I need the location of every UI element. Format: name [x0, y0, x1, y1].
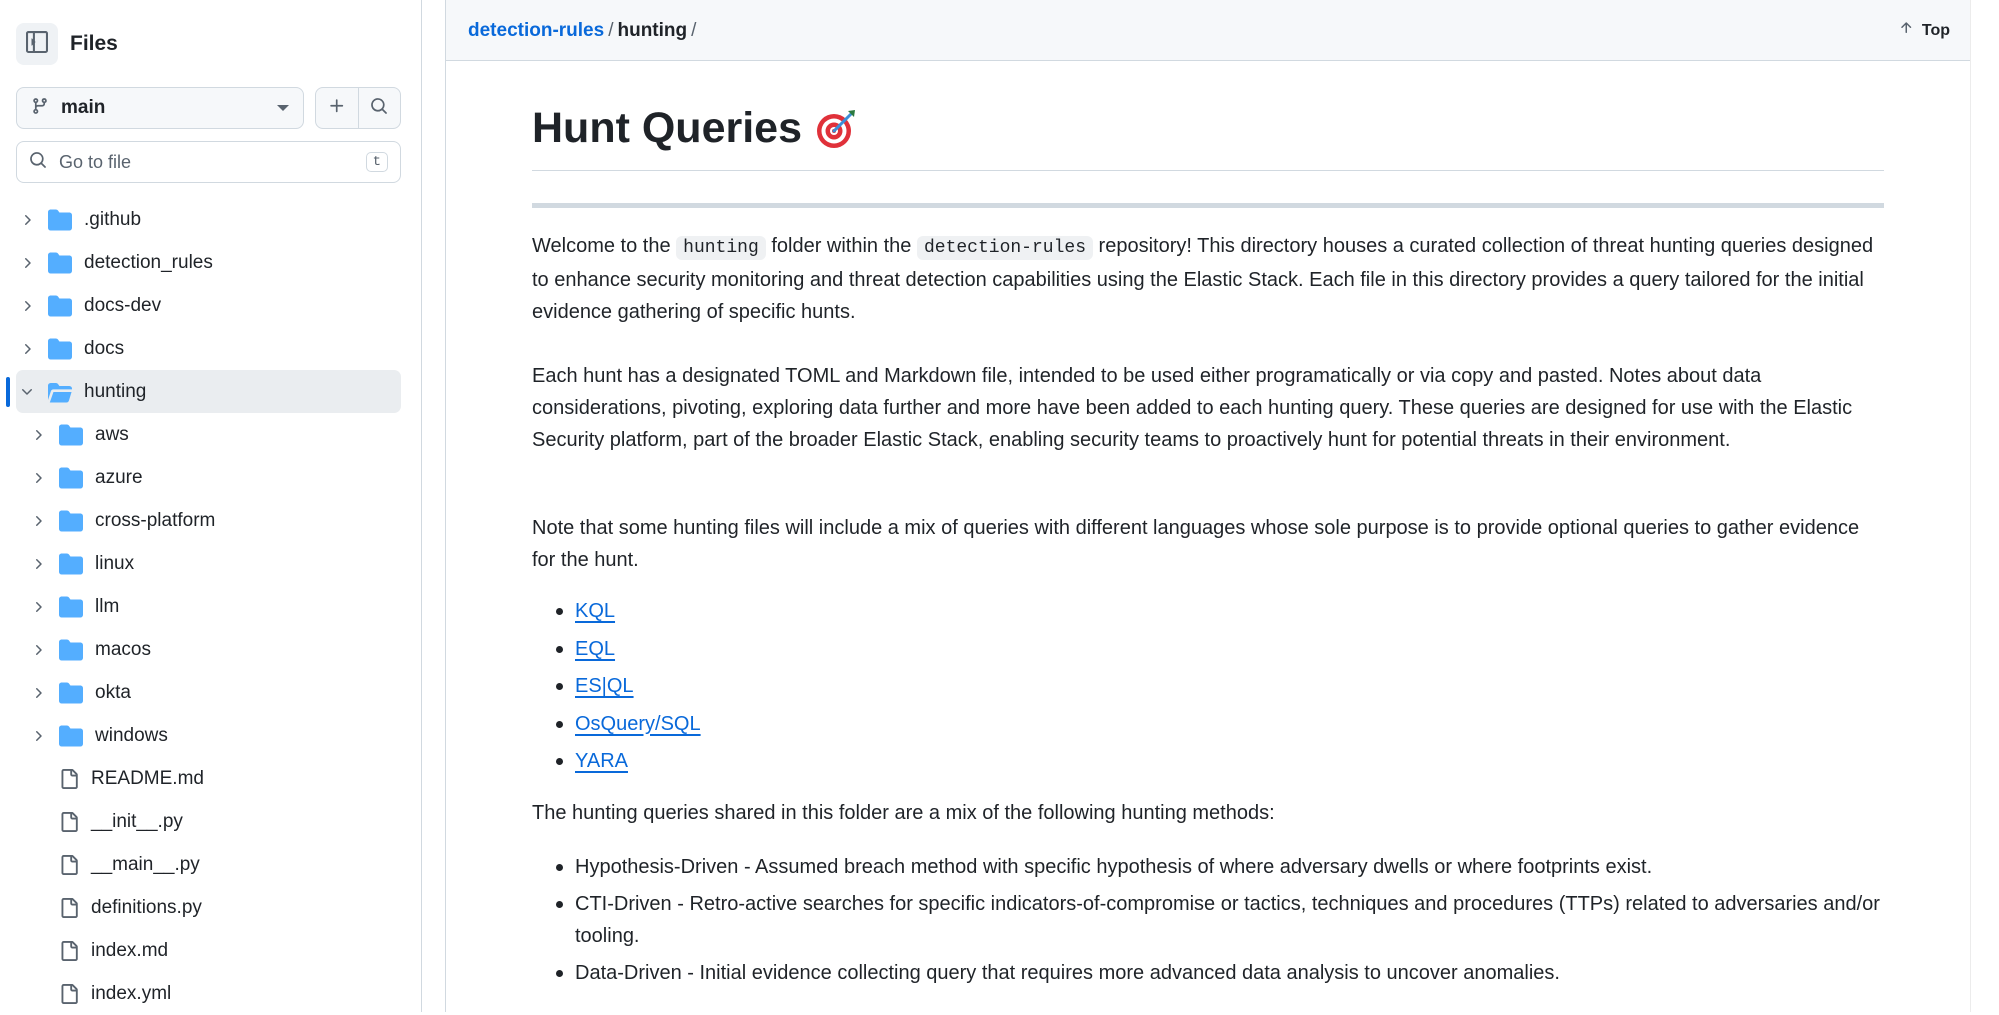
tree-item-label: definitions.py: [91, 896, 202, 918]
folder-icon: [59, 424, 83, 446]
file-icon: [59, 854, 79, 876]
tree-item-label: index.yml: [91, 982, 172, 1004]
go-to-file-field: [16, 141, 401, 183]
chevron-right-icon[interactable]: [29, 426, 47, 444]
hunt-files-paragraph: Each hunt has a designated TOML and Markdown file, intended to be used either programatically or via copy and pasted. Notes about data considerations, pivoting, exploring data further and more have been added to each hunting query. These queries are designed for use with the Elastic Security platform, part of the broader Elastic Stack, enabling security teams to proactively hunt for potential threats in their environment.: [532, 365, 1853, 451]
tree-item-label: docs-dev: [84, 294, 162, 316]
plus-icon: [328, 97, 346, 120]
tree-indent-spacer: [29, 856, 47, 874]
folder-icon: [59, 510, 83, 532]
tree-item-label: windows: [95, 724, 168, 746]
chevron-right-icon[interactable]: [29, 469, 47, 487]
tree-item-label: macos: [95, 638, 151, 660]
language-link-es-ql[interactable]: ES|QL: [575, 675, 634, 697]
folder-icon: [59, 467, 83, 489]
chevron-down-icon[interactable]: [18, 383, 36, 401]
file-icon: [59, 940, 79, 962]
search-icon: [29, 151, 47, 174]
branch-selector-button[interactable]: [16, 87, 304, 129]
tree-item-label: index.md: [91, 939, 169, 961]
tree-item-detection-rules[interactable]: [0, 241, 422, 284]
back-to-top-label: Top: [1921, 21, 1950, 39]
tree-item-label: cross-platform: [95, 509, 216, 531]
tree-item-cross-platform[interactable]: [0, 499, 422, 542]
tree-item-label: llm: [95, 595, 120, 617]
intro-text-c: repository! This directory houses a curated collection of threat hunting queries designed to enhance security monitoring and threat detection capabilities using the Elastic Stack. Each file in this directory provides a query tailored for the initial evidence gathering of specific hunts.: [532, 235, 1874, 323]
tree-item-okta[interactable]: [0, 671, 422, 714]
sidebar-header: [16, 23, 118, 65]
tree-item-label: __init__.py: [91, 810, 183, 832]
tree-item-azure[interactable]: [0, 456, 422, 499]
breadcrumb-repo-link[interactable]: detection-rules: [468, 20, 605, 41]
breadcrumb-current-folder: hunting: [617, 20, 688, 41]
folder-icon: [59, 596, 83, 618]
hunting-method-item: CTI-Driven - Retro-active searches for specific indicators-of-compromise or tactics, techniques and procedures (TTPs) related to adversaries and/or tooling.: [532, 888, 1884, 952]
sidebar-collapse-button[interactable]: [16, 23, 58, 65]
methods-intro-paragraph: The hunting queries shared in this folder are a mix of the following hunting methods:: [532, 802, 1275, 824]
tree-item-hunting[interactable]: [16, 370, 401, 413]
folder-icon: [59, 639, 83, 661]
language-list: [532, 595, 1884, 783]
tree-item-index-yml[interactable]: [0, 972, 422, 1015]
folder-open-icon: [48, 381, 72, 403]
heading-divider: [532, 170, 1884, 171]
chevron-right-icon[interactable]: [29, 598, 47, 616]
breadcrumb-separator: /: [608, 20, 614, 41]
chevron-right-icon[interactable]: [29, 641, 47, 659]
tree-item-label: hunting: [84, 380, 147, 402]
readme-heading: [532, 104, 858, 153]
folder-icon: [59, 682, 83, 704]
dart-target-icon: [814, 107, 858, 151]
intro-text-b: folder within the: [765, 235, 917, 257]
go-to-file-input[interactable]: [57, 151, 366, 174]
chevron-right-icon[interactable]: [18, 211, 36, 229]
folder-icon: [59, 725, 83, 747]
folder-icon: [48, 252, 72, 274]
tree-item-macos[interactable]: [0, 628, 422, 671]
keyboard-shortcut-hint: t: [366, 152, 388, 172]
tree-indent-spacer: [29, 985, 47, 1003]
chevron-right-icon[interactable]: [29, 684, 47, 702]
hunting-methods-list: [532, 851, 1884, 994]
hunting-method-item: Hypothesis-Driven - Assumed breach method with specific hypothesis of where adversary dwells or where footprints exist.: [532, 851, 1884, 883]
back-to-top-button[interactable]: [1898, 20, 1950, 41]
intro-text-a: Welcome to the: [532, 235, 677, 257]
search-code-button[interactable]: [358, 88, 401, 128]
tree-item-main-py[interactable]: [0, 843, 422, 886]
tree-indent-spacer: [29, 813, 47, 831]
tree-indent-spacer: [29, 770, 47, 788]
add-file-button[interactable]: [316, 88, 358, 128]
tree-item-index-md[interactable]: [0, 929, 422, 972]
file-icon: [59, 811, 79, 833]
folder-icon: [48, 295, 72, 317]
branch-name: main: [61, 97, 106, 118]
list-item: [532, 745, 1884, 783]
language-link-eql[interactable]: EQL: [575, 637, 616, 660]
tree-item-llm[interactable]: [0, 585, 422, 628]
tree-item-label: linux: [95, 552, 135, 574]
list-item: [532, 633, 1884, 671]
horizontal-rule: [532, 203, 1884, 208]
chevron-right-icon[interactable]: [29, 727, 47, 745]
file-icon: [59, 983, 79, 1005]
file-tree-sidebar: [0, 0, 422, 1012]
tree-item-label: __main__.py: [91, 853, 200, 875]
language-link-osquery-sql[interactable]: OsQuery/SQL: [575, 712, 701, 735]
readme-title: Hunt Queries: [532, 104, 802, 152]
list-item: [532, 708, 1884, 746]
inline-code-hunting: hunting: [676, 236, 766, 260]
tree-indent-spacer: [29, 899, 47, 917]
list-item: [532, 670, 1884, 708]
page-scrollbar[interactable]: [1970, 0, 1999, 1012]
file-icon: [59, 768, 79, 790]
tree-item-label: docs: [84, 337, 125, 359]
file-actions-group: [315, 87, 401, 129]
file-tree: [0, 198, 422, 1015]
chevron-down-icon: [277, 105, 289, 111]
chevron-right-icon[interactable]: [18, 297, 36, 315]
tree-item-windows[interactable]: [0, 714, 422, 757]
tree-item-label: okta: [95, 681, 131, 703]
languages-note-paragraph: Note that some hunting files will include a mix of queries with different languages whose sole purpose is to provide optional queries to gather evidence for the hunt.: [532, 517, 1860, 571]
tree-item-label: README.md: [91, 767, 204, 789]
readme-viewer: [445, 0, 1971, 1012]
folder-icon: [48, 338, 72, 360]
tree-indent-spacer: [29, 942, 47, 960]
language-link-yara[interactable]: YARA: [575, 750, 628, 772]
list-item: [532, 595, 1884, 633]
intro-paragraph: [532, 230, 1884, 328]
tree-item-linux[interactable]: [0, 542, 422, 585]
hunting-method-item: Data-Driven - Initial evidence collecting query that requires more advanced data analysis to uncover anomalies.: [532, 957, 1884, 989]
chevron-right-icon[interactable]: [18, 340, 36, 358]
tree-item-docs[interactable]: [0, 327, 422, 370]
git-branch-icon: [31, 97, 49, 120]
tree-item-label: aws: [95, 423, 129, 445]
language-link-kql[interactable]: KQL: [575, 600, 616, 622]
tree-item-definitions-py[interactable]: [0, 886, 422, 929]
folder-icon: [48, 209, 72, 231]
tree-item-readme-md[interactable]: [0, 757, 422, 800]
tree-item-label: detection_rules: [84, 251, 213, 273]
file-header-bar: [446, 0, 1970, 61]
tree-item-docs-dev[interactable]: [0, 284, 422, 327]
breadcrumb: [468, 20, 700, 42]
sidebar-collapse-icon: [26, 31, 48, 58]
tree-item-init-py[interactable]: [0, 800, 422, 843]
tree-item-aws[interactable]: [0, 413, 422, 456]
sidebar-title: Files: [70, 32, 118, 55]
tree-item-label: azure: [95, 466, 143, 488]
chevron-right-icon[interactable]: [29, 555, 47, 573]
folder-icon: [59, 553, 83, 575]
search-icon: [370, 97, 388, 120]
tree-item-label: .github: [84, 208, 142, 230]
file-icon: [59, 897, 79, 919]
tree-item-github[interactable]: [0, 198, 422, 241]
inline-code-detection-rules: detection-rules: [917, 236, 1093, 260]
chevron-right-icon[interactable]: [18, 254, 36, 272]
arrow-up-icon: [1898, 20, 1914, 41]
breadcrumb-separator: /: [691, 20, 697, 41]
chevron-right-icon[interactable]: [29, 512, 47, 530]
